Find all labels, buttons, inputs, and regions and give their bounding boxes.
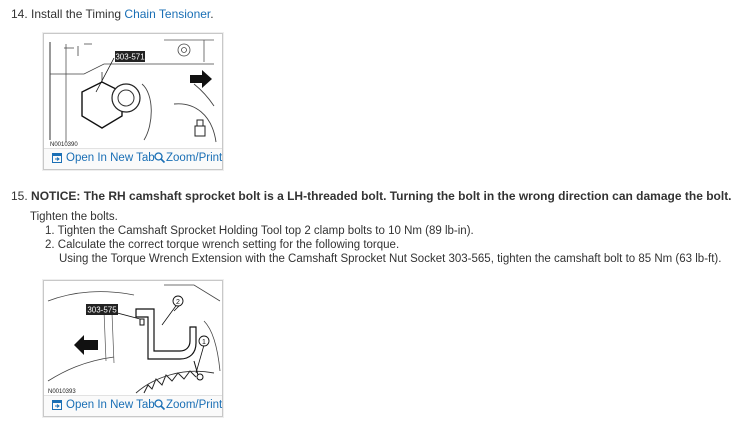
item-2-number: 2.: [45, 239, 55, 251]
item-1-text: Tighten the Camshaft Sprocket Holding Tool top 2 clamp bolts to 10 Nm (89 lb-in).: [57, 225, 474, 237]
figure-2-zoom-label: Zoom/Print: [166, 399, 223, 411]
item-1-number: 1.: [45, 225, 55, 237]
figure-1-zoom-label: Zoom/Print: [166, 152, 223, 164]
tool-callout-303-575: 303-575: [87, 305, 117, 315]
step-14-number: 14.: [11, 7, 28, 21]
step-15-intro: Tighten the bolts.: [30, 211, 118, 223]
step-14-heading: [11, 7, 214, 21]
step-15-item-2: [45, 239, 399, 251]
open-new-tab-icon: [52, 400, 62, 410]
step-15-notice: NOTICE: The RH camshaft sprocket bolt is a LH-threaded bolt. Turning the bolt in the wrong direction can damage the bolt.: [31, 189, 732, 203]
tool-callout-303-571: 303-571: [115, 52, 145, 62]
step-15-heading: [11, 189, 732, 203]
figure-camshaft-sprocket-tool: [43, 280, 223, 417]
chain-tensioner-link[interactable]: Chain Tensioner: [124, 7, 211, 21]
figure-timing-chain-tensioner: [43, 33, 223, 170]
step-15-item-2-detail: Using the Torque Wrench Extension with the Camshaft Sprocket Nut Socket 303-565, tighten the camshaft bolt to 85 Nm (63 lb-ft).: [59, 253, 722, 265]
magnifier-icon: [154, 399, 165, 410]
figure-2-zoom-button[interactable]: [154, 399, 222, 411]
figure-1-zoom-button[interactable]: [154, 152, 222, 164]
camshaft-tool-illustration: [44, 281, 222, 395]
figure-1-open-tab-label: Open In New Tab: [66, 152, 155, 164]
step-14-text: Install the Timing: [31, 7, 122, 21]
direction-arrow-left: [74, 335, 98, 355]
step-14-period: .: [210, 7, 214, 21]
figure-1-actions: [44, 148, 222, 169]
item-2-text: Calculate the correct torque wrench setting for the following torque.: [57, 239, 400, 251]
figure-2-code: N0010393: [48, 389, 76, 395]
step-15-item-1: [45, 225, 474, 237]
figure-1-code: N0010390: [50, 142, 78, 148]
magnifier-icon: [154, 152, 165, 163]
tensioner-illustration: [44, 34, 222, 148]
figure-1-open-tab-button[interactable]: [52, 152, 155, 164]
callout-1: 1: [202, 339, 206, 346]
step-15-number: 15.: [11, 189, 28, 203]
direction-arrow-right: [190, 70, 212, 88]
callout-2: 2: [176, 299, 180, 306]
holding-tool-shape: [136, 309, 196, 359]
open-new-tab-icon: [52, 153, 62, 163]
figure-2-open-tab-label: Open In New Tab: [66, 399, 155, 411]
figure-2-open-tab-button[interactable]: [52, 399, 155, 411]
figure-2-actions: [44, 395, 222, 416]
